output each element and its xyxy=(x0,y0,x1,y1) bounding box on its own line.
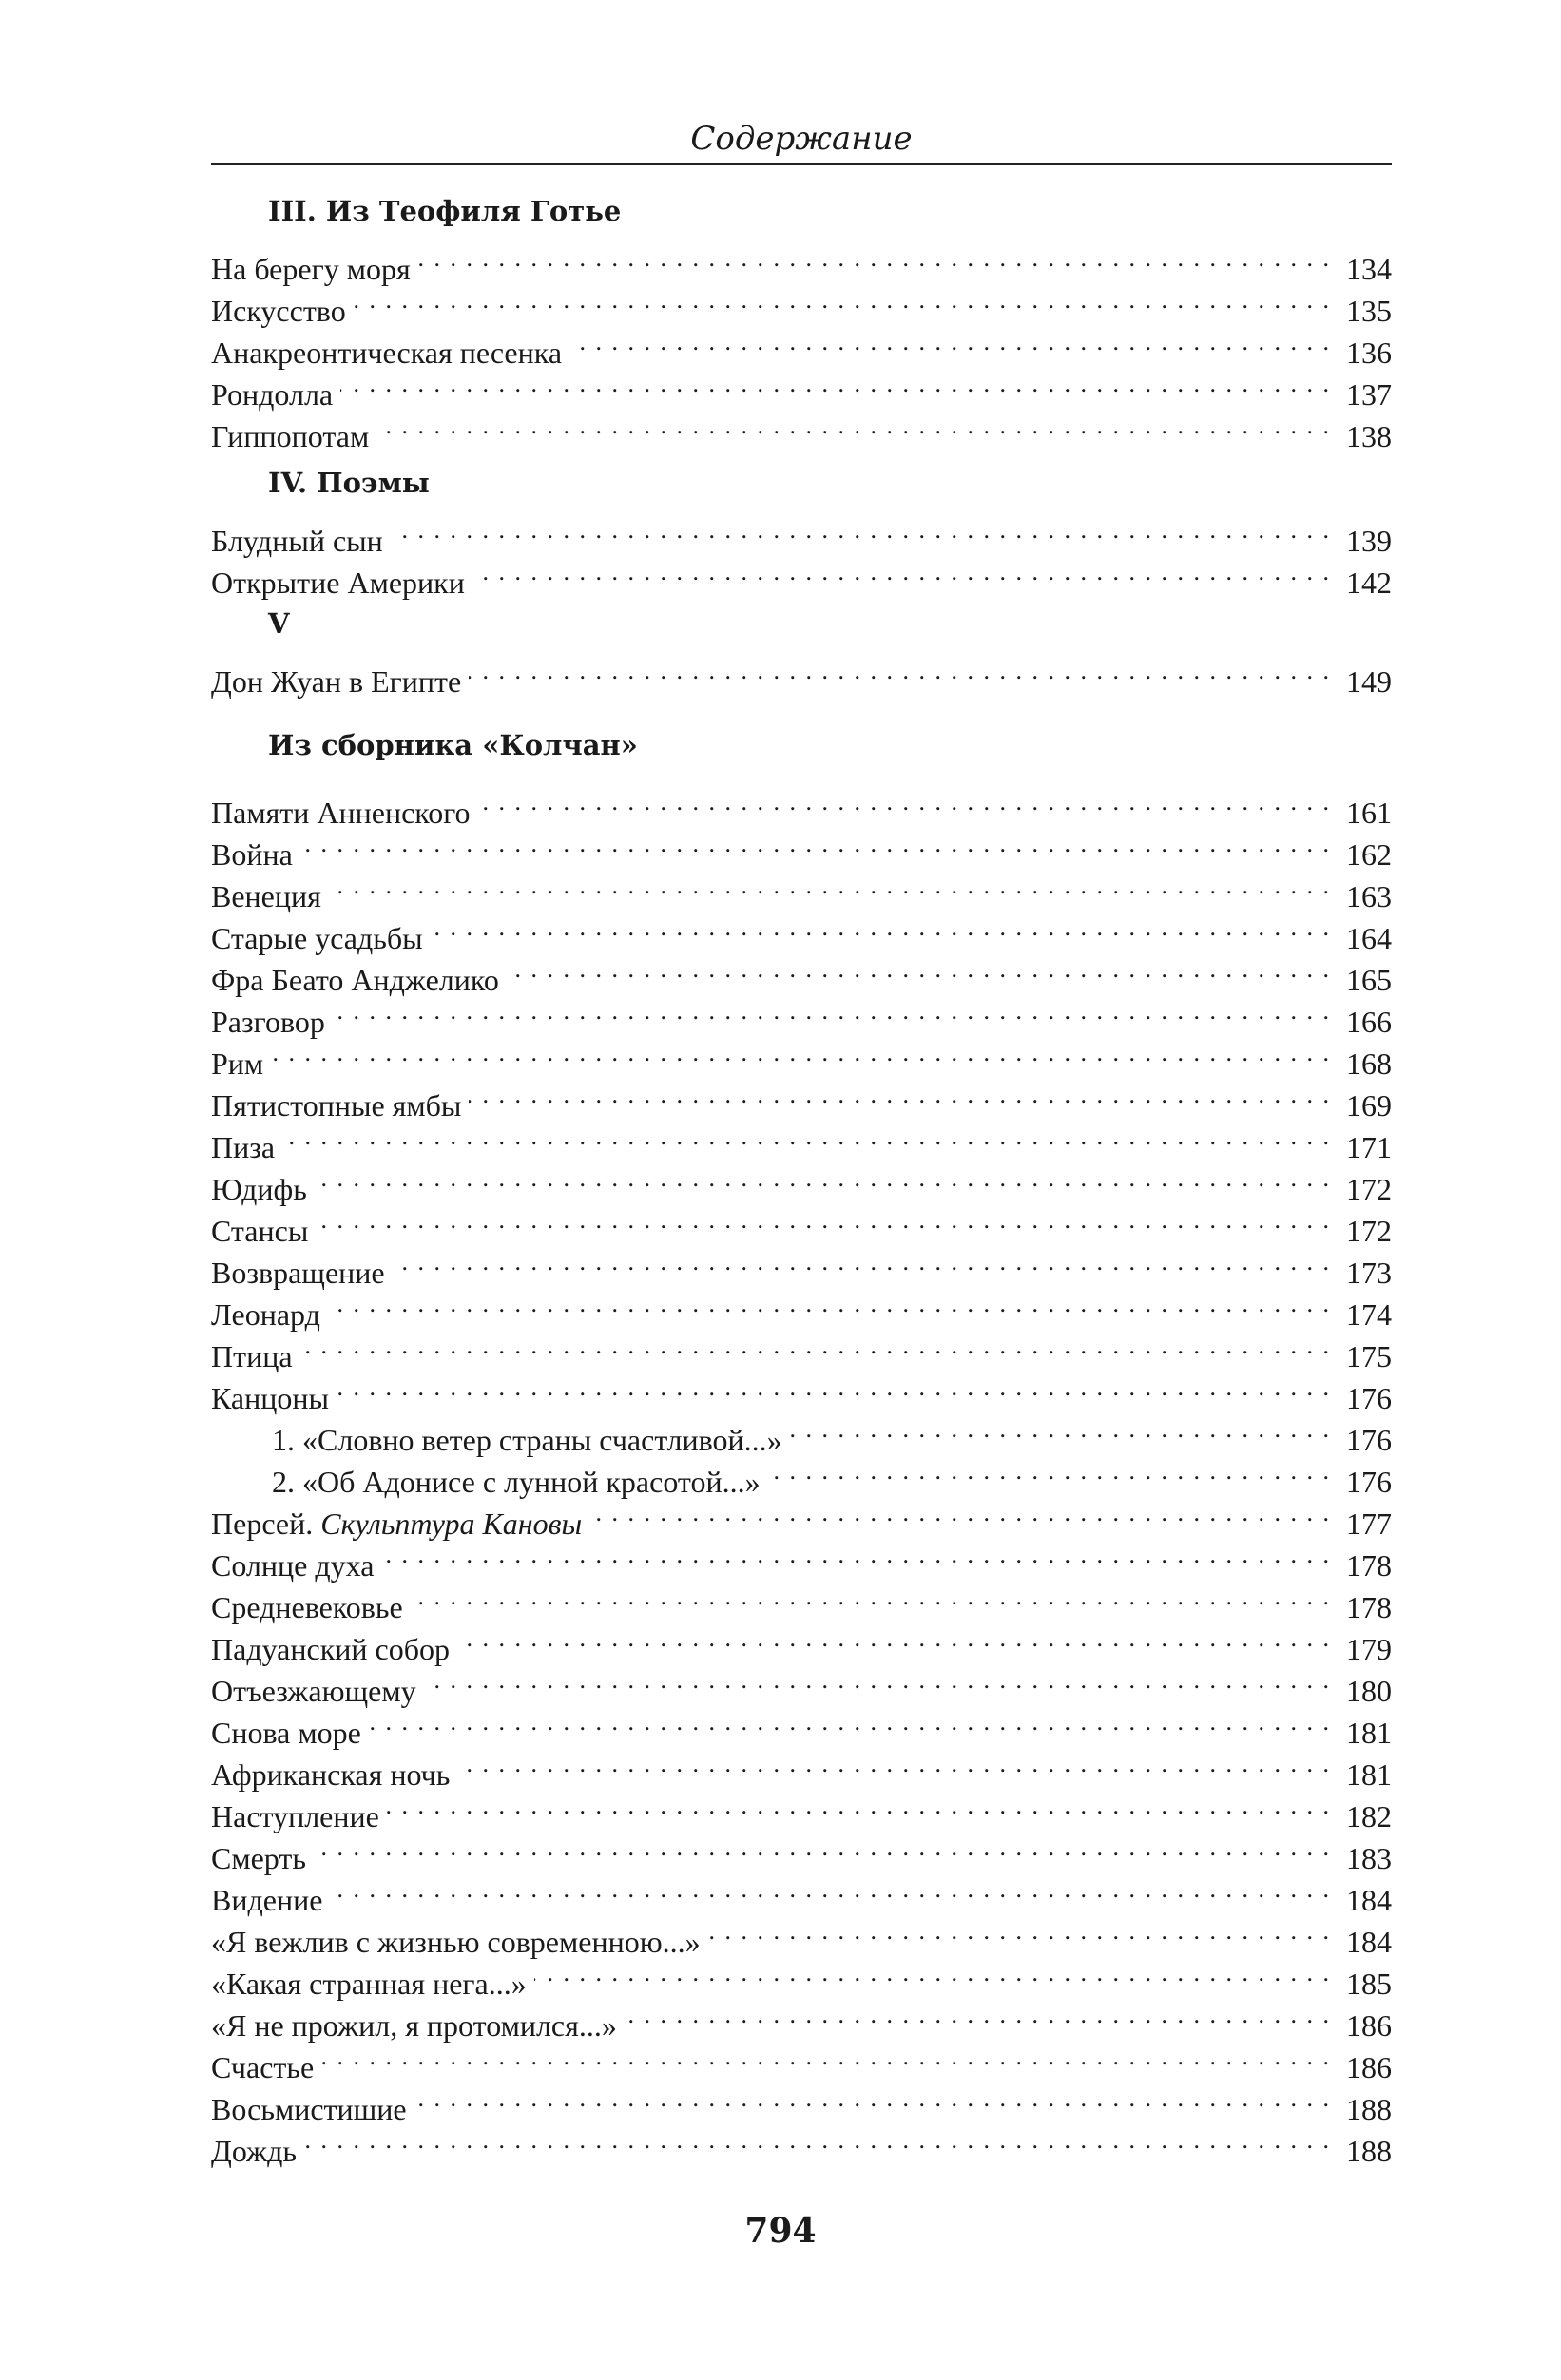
toc-entry: Пятистопные ямбы . . . 169 xyxy=(211,1074,1392,1116)
toc-entry: Гиппопотам . . . 138 xyxy=(211,405,1392,447)
section-heading: III. Из Теофиля Готье xyxy=(268,195,622,227)
toc-entry: Старые усадьбы . . . 164 xyxy=(211,907,1392,949)
section-poems xyxy=(211,456,1392,600)
toc-entry: Памяти Анненского . . . 161 xyxy=(211,781,1392,823)
running-header xyxy=(211,110,1392,165)
toc-entry: «Я вежлив с жизнью современною...» . . . 184 xyxy=(211,1910,1392,1952)
section-heading: IV. Поэмы xyxy=(268,467,430,499)
toc-entry: Фра Беато Анджелико . . . 165 xyxy=(211,949,1392,990)
toc-entry: Анакреонтическая песенка . . . 136 xyxy=(211,321,1392,363)
section-heading: V xyxy=(268,607,290,640)
toc-entry: Разговор . . . 166 xyxy=(211,990,1392,1032)
toc-entry: Пиза . . . 171 xyxy=(211,1116,1392,1158)
toc-entry: Птица . . . 175 xyxy=(211,1325,1392,1367)
toc-entry: Смерть . . . 183 xyxy=(211,1827,1392,1869)
toc-entry: Юдифь . . . 172 xyxy=(211,1158,1392,1200)
toc-entry: Солнце духа . . . 178 xyxy=(211,1534,1392,1576)
toc-entry: Средневековье . . . 178 xyxy=(211,1576,1392,1618)
toc-entry: Дождь . . . 188 xyxy=(211,2120,1392,2161)
toc-entry: Искусство . . . 135 xyxy=(211,279,1392,321)
toc-entry: Рондолла . . . 137 xyxy=(211,363,1392,405)
toc-entry: Открытие Америки . . . 142 xyxy=(211,551,1392,593)
toc-entry: Восьмистишие . . . 188 xyxy=(211,2078,1392,2120)
toc-entry: Отъезжающему . . . 180 xyxy=(211,1660,1392,1701)
section-heading: Из сборника «Колчан» xyxy=(268,729,638,761)
toc-entry: «Какая странная нега...» . . . 185 xyxy=(211,1952,1392,1994)
toc-entry: Война . . . 162 xyxy=(211,823,1392,865)
toc-entry: Падуанский собор . . . 179 xyxy=(211,1618,1392,1660)
section-gautier xyxy=(211,184,1392,453)
toc-entry: Блудный сын . . . 139 xyxy=(211,509,1392,551)
toc-subentry: 2. «Об Адонисе с лунной красотой...» . . . 176 xyxy=(211,1450,1392,1492)
toc-entry: Африканская ночь . . . 181 xyxy=(211,1743,1392,1785)
section-v xyxy=(211,597,1392,699)
toc-entry: Наступление . . . 182 xyxy=(211,1785,1392,1827)
toc-entry: Канцоны . . . 176 xyxy=(211,1367,1392,1409)
toc-entry: Снова море . . . 181 xyxy=(211,1701,1392,1743)
running-header-title: Содержание xyxy=(690,120,913,158)
toc-entry: Возвращение . . . 173 xyxy=(211,1241,1392,1283)
toc-entry: «Я не прожил, я протомился...» . . . 186 xyxy=(211,1994,1392,2036)
toc-entry: Венеция . . . 163 xyxy=(211,865,1392,907)
toc-entry: Стансы . . . 172 xyxy=(211,1200,1392,1241)
toc-subentry: 1. «Словно ветер страны счастливой...» . . . 176 xyxy=(211,1409,1392,1450)
toc-entry: Персей. Скульптура Кановы . . . 177 xyxy=(211,1492,1392,1534)
toc-entry: Видение . . . 184 xyxy=(211,1869,1392,1910)
page-number: 794 xyxy=(744,2211,817,2251)
toc-entry: Счастье . . . 186 xyxy=(211,2036,1392,2078)
toc-entry: Рим . . . 168 xyxy=(211,1032,1392,1074)
section-kolchan xyxy=(211,719,1392,2168)
toc-entry: Леонард . . . 174 xyxy=(211,1283,1392,1325)
toc-entry: Дон Жуан в Египте . . . 149 xyxy=(211,650,1392,692)
toc-entry: На берегу моря . . . 134 xyxy=(211,238,1392,279)
